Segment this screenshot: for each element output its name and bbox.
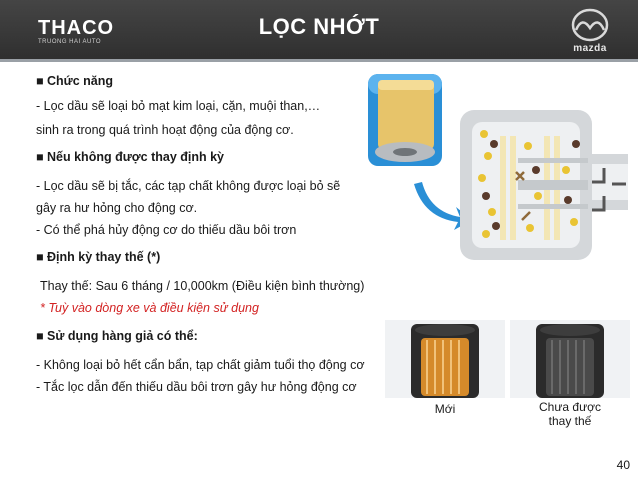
brand-name: THACO [38,17,115,39]
periodic-heading: ■ Định kỳ thay thế (*) [36,250,161,264]
fake-parts-line-1: - Không loại bỏ hết cẩn bẩn, tạp chất giảm tuổi thọ động cơ [36,358,365,372]
mazda-logo-icon [560,6,620,58]
old-filter-photo [510,320,630,398]
filter-photos [385,320,630,435]
new-filter-photo [385,320,505,398]
filter-diagram [360,72,630,262]
periodic-note: * Tuỳ vào dòng xe và điều kiện sử dụng [40,301,259,315]
page-number: 40 [616,458,630,472]
function-line-2: sinh ra trong quá trình hoạt động của động cơ. [36,123,294,137]
fake-parts-line-2: - Tắc lọc dẫn đến thiếu dầu bôi trơn gây hư hỏng động cơ [36,380,357,394]
function-line-1: - Lọc dầu sẽ loại bỏ mạt kim loại, cặn, muội than,… [36,99,321,113]
mazda-wordmark: mazda [573,43,607,54]
filter-cutaway-diagram [460,110,628,260]
new-filter-caption: Mới [434,402,456,416]
brand-subtitle: TRUONG HAI AUTO [38,39,102,45]
periodic-line-1: Thay thế: Sau 6 tháng / 10,000km (Điều kiện bình thường) [40,279,365,293]
not-replaced-line-2: gây ra hư hỏng cho động cơ. [36,201,198,215]
not-replaced-heading: ■ Nếu không được thay định kỳ [36,150,225,164]
old-filter-caption-line-2: thay thế [548,414,592,428]
not-replaced-line-1: - Lọc dầu sẽ bị tắc, các tạp chất không được loại bỏ sẽ [36,179,341,193]
oil-filter-icon [368,74,442,166]
fake-parts-heading: ■ Sử dụng hàng giả có thể: [36,329,198,343]
function-heading: ■ Chức năng [36,74,114,88]
page-title: LỌC NHỚT [258,14,380,39]
not-replaced-line-3: - Có thể phá hủy động cơ do thiếu dầu bôi trơn [36,223,297,237]
old-filter-caption-line-1: Chưa được [539,400,601,414]
header-bar [0,0,638,62]
